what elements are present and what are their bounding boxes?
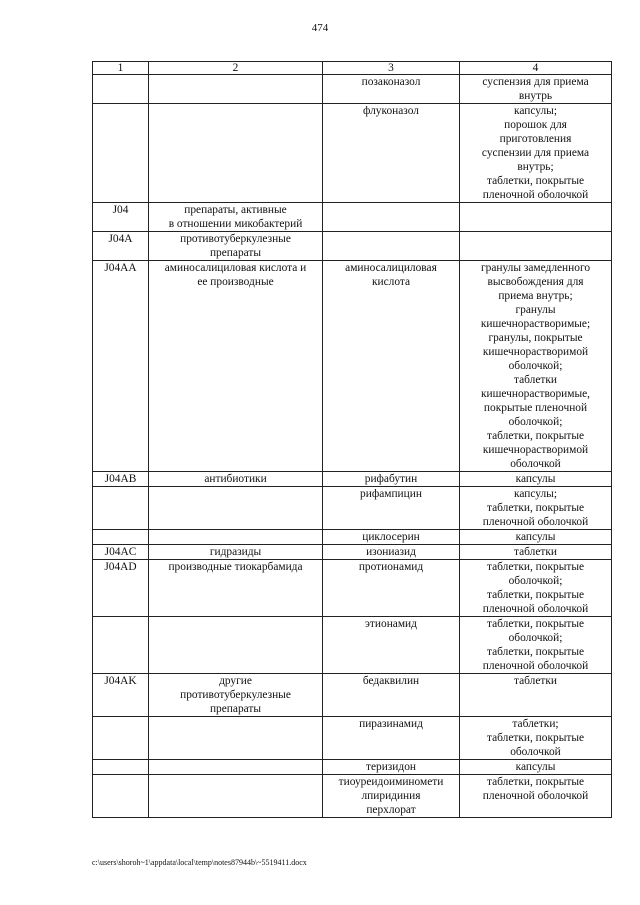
- atc-code-cell: [93, 617, 149, 674]
- dosage-forms-line: суспензии для приема: [481, 147, 590, 159]
- dosage-forms-line: оболочкой;: [508, 575, 563, 587]
- table-row: [93, 75, 612, 104]
- dosage-forms-line: капсулы;: [514, 105, 557, 117]
- dosage-forms-line: капсулы: [515, 761, 556, 773]
- drug-name-cell: [323, 75, 460, 104]
- pharmacological-group-line: антибиотики: [204, 473, 267, 485]
- dosage-forms-cell: [460, 545, 612, 560]
- pharmacological-group-line: гидразиды: [209, 546, 262, 558]
- atc-code-cell: J04AD: [93, 560, 149, 617]
- drug-name-line: флуконазол: [363, 105, 419, 117]
- column-header-3: 3: [323, 62, 460, 75]
- dosage-forms-line: оболочкой: [510, 746, 561, 758]
- drug-name-line: тиоуреидоиминомети: [338, 776, 444, 788]
- drug-name-line: рифабутин: [364, 473, 418, 485]
- atc-code-cell: [93, 760, 149, 775]
- dosage-forms-line: кишечнорастворимые;: [480, 318, 591, 330]
- dosage-forms-cell: [460, 760, 612, 775]
- atc-code-cell: [93, 104, 149, 203]
- pharmacological-group-line: другие: [219, 675, 252, 687]
- dosage-forms-line: внутрь: [518, 90, 553, 102]
- dosage-forms-cell: [460, 560, 612, 617]
- dosage-forms-line: пленочной оболочкой: [482, 516, 589, 528]
- pharmacological-group-cell: [149, 530, 323, 545]
- atc-code-cell: J04: [93, 203, 149, 232]
- dosage-forms-line: приготовления: [499, 133, 572, 145]
- dosage-forms-line: таблетки: [513, 374, 558, 386]
- table-row: [93, 104, 612, 203]
- drug-name-cell: [323, 617, 460, 674]
- dosage-forms-line: таблетки, покрытые: [486, 430, 585, 442]
- drug-name-cell: [323, 530, 460, 545]
- dosage-forms-line: капсулы;: [514, 488, 557, 500]
- dosage-forms-line: оболочкой: [510, 458, 561, 470]
- dosage-forms-line: таблетки: [513, 546, 558, 558]
- drug-name-line: протионамид: [358, 561, 424, 573]
- pharmacological-group-line: противотуберкулезные: [180, 233, 291, 245]
- dosage-forms-line: пленочной оболочкой: [482, 790, 589, 802]
- table-body: [93, 75, 612, 818]
- dosage-forms-cell: [460, 674, 612, 717]
- drug-name-cell: [323, 560, 460, 617]
- drug-name-line: пиразинамид: [359, 718, 423, 730]
- drug-name-line: лпиридиния: [361, 790, 421, 802]
- atc-code-cell: [93, 717, 149, 760]
- dosage-forms-line: пленочной оболочкой: [482, 660, 589, 672]
- table-row: [93, 760, 612, 775]
- atc-code-cell: [93, 530, 149, 545]
- pharmacological-group-cell: [149, 472, 323, 487]
- drug-name-cell: [323, 674, 460, 717]
- column-header-1: 1: [93, 62, 149, 75]
- drug-name-cell: [323, 487, 460, 530]
- dosage-forms-cell: [460, 530, 612, 545]
- dosage-forms-cell: [460, 261, 612, 472]
- pharmacological-group-cell: [149, 487, 323, 530]
- drug-name-line: бедаквилин: [362, 675, 420, 687]
- dosage-forms-line: оболочкой;: [508, 416, 563, 428]
- drug-name-cell: [323, 203, 460, 232]
- pharmacological-group-cell: [149, 760, 323, 775]
- table-row: [93, 674, 612, 717]
- atc-code-cell: J04AC: [93, 545, 149, 560]
- dosage-forms-line: таблетки: [513, 675, 558, 687]
- pharmacological-group-cell: [149, 717, 323, 760]
- dosage-forms-line: капсулы: [515, 531, 556, 543]
- dosage-forms-line: высвобождения для: [487, 276, 584, 288]
- drug-name-cell: [323, 760, 460, 775]
- dosage-forms-line: таблетки, покрытые: [486, 776, 585, 788]
- dosage-forms-cell: [460, 775, 612, 818]
- drug-name-line: этионамид: [365, 618, 417, 630]
- dosage-forms-line: кишечнорастворимой: [482, 346, 589, 358]
- pharmacological-group-cell: [149, 232, 323, 261]
- atc-code-cell: [93, 487, 149, 530]
- dosage-forms-cell: [460, 104, 612, 203]
- dosage-forms-line: гранулы замедленного: [480, 262, 591, 274]
- dosage-forms-cell: [460, 232, 612, 261]
- drug-name-cell: [323, 717, 460, 760]
- dosage-forms-line: таблетки, покрытые: [486, 561, 585, 573]
- pharmacological-group-cell: [149, 674, 323, 717]
- dosage-forms-line: пленочной оболочкой: [482, 603, 589, 615]
- table-row: [93, 617, 612, 674]
- drug-name-cell: [323, 545, 460, 560]
- drug-name-cell: [323, 261, 460, 472]
- pharmacological-group-cell: [149, 560, 323, 617]
- dosage-forms-line: покрытые пленочной: [483, 402, 588, 414]
- table-row: [93, 487, 612, 530]
- drug-name-cell: [323, 104, 460, 203]
- drug-name-cell: [323, 232, 460, 261]
- drug-name-line: кислота: [371, 276, 411, 288]
- pharmacological-group-line: противотуберкулезные: [180, 689, 291, 701]
- dosage-forms-line: таблетки, покрытые: [486, 502, 585, 514]
- dosage-forms-line: таблетки, покрытые: [486, 732, 585, 744]
- drug-name-line: циклосерин: [362, 531, 420, 543]
- pharmacological-group-cell: [149, 261, 323, 472]
- dosage-forms-line: пленочной оболочкой: [482, 189, 589, 201]
- drug-name-line: рифампицин: [360, 488, 422, 500]
- pharmacological-group-cell: [149, 617, 323, 674]
- pharmacological-group-line: производные тиокарбамида: [168, 561, 303, 573]
- drug-name-line: перхлорат: [366, 804, 416, 816]
- dosage-forms-cell: [460, 203, 612, 232]
- pharmacological-group-cell: [149, 775, 323, 818]
- pharmacological-group-line: препараты: [209, 703, 262, 715]
- dosage-forms-line: оболочкой;: [508, 360, 563, 372]
- table-row: [93, 560, 612, 617]
- dosage-forms-cell: [460, 75, 612, 104]
- dosage-forms-line: порошок для: [504, 119, 567, 131]
- table-row: [93, 261, 612, 472]
- pharmacological-group-cell: [149, 104, 323, 203]
- footer-file-path: c:\users\shoroh~1\appdata\local\temp\notes87944b\~5519411.docx: [92, 858, 307, 867]
- dosage-forms-cell: [460, 487, 612, 530]
- table-row: [93, 472, 612, 487]
- drug-name-line: теризидон: [365, 761, 416, 773]
- dosage-forms-line: капсулы: [515, 473, 556, 485]
- header-row: [93, 62, 612, 75]
- drug-table: [92, 61, 612, 818]
- pharmacological-group-line: препараты: [209, 247, 262, 259]
- dosage-forms-line: гранулы, покрытые: [488, 332, 583, 344]
- atc-code-cell: J04AB: [93, 472, 149, 487]
- page-number: 474: [311, 22, 329, 34]
- table-row: [93, 545, 612, 560]
- dosage-forms-line: оболочкой;: [508, 632, 563, 644]
- dosage-forms-line: кишечнорастворимой: [482, 444, 589, 456]
- table-row: [93, 203, 612, 232]
- dosage-forms-cell: [460, 472, 612, 487]
- dosage-forms-line: суспензия для приема: [482, 76, 589, 88]
- pharmacological-group-line: в отношении микобактерий: [168, 218, 303, 230]
- atc-code-cell: J04AA: [93, 261, 149, 472]
- dosage-forms-cell: [460, 617, 612, 674]
- dosage-forms-line: таблетки, покрытые: [486, 589, 585, 601]
- column-header-2: 2: [149, 62, 323, 75]
- dosage-forms-line: гранулы: [515, 304, 556, 316]
- pharmacological-group-cell: [149, 203, 323, 232]
- column-header-4: 4: [460, 62, 612, 75]
- table-row: [93, 530, 612, 545]
- atc-code-cell: [93, 775, 149, 818]
- drug-name-line: позаконазол: [361, 76, 421, 88]
- table-row: [93, 717, 612, 760]
- dosage-forms-line: таблетки, покрытые: [486, 175, 585, 187]
- pharmacological-group-cell: [149, 75, 323, 104]
- atc-code-cell: J04AK: [93, 674, 149, 717]
- dosage-forms-line: таблетки, покрытые: [486, 646, 585, 658]
- dosage-forms-line: таблетки;: [512, 718, 559, 730]
- dosage-forms-line: таблетки, покрытые: [486, 618, 585, 630]
- dosage-forms-line: приема внутрь;: [498, 290, 573, 302]
- drug-name-line: аминосалициловая: [345, 262, 437, 274]
- dosage-forms-line: внутрь;: [517, 161, 554, 173]
- pharmacological-group-line: аминосалициловая кислота и: [164, 262, 307, 274]
- pharmacological-group-line: ее производные: [197, 276, 274, 288]
- dosage-forms-cell: [460, 717, 612, 760]
- table-row: [93, 232, 612, 261]
- atc-code-cell: [93, 75, 149, 104]
- drug-name-cell: [323, 472, 460, 487]
- drug-name-cell: [323, 775, 460, 818]
- table-row: [93, 775, 612, 818]
- pharmacological-group-line: препараты, активные: [184, 204, 287, 216]
- pharmacological-group-cell: [149, 545, 323, 560]
- atc-code-cell: J04A: [93, 232, 149, 261]
- drug-name-line: изониазид: [366, 546, 416, 558]
- dosage-forms-line: кишечнорастворимые,: [480, 388, 591, 400]
